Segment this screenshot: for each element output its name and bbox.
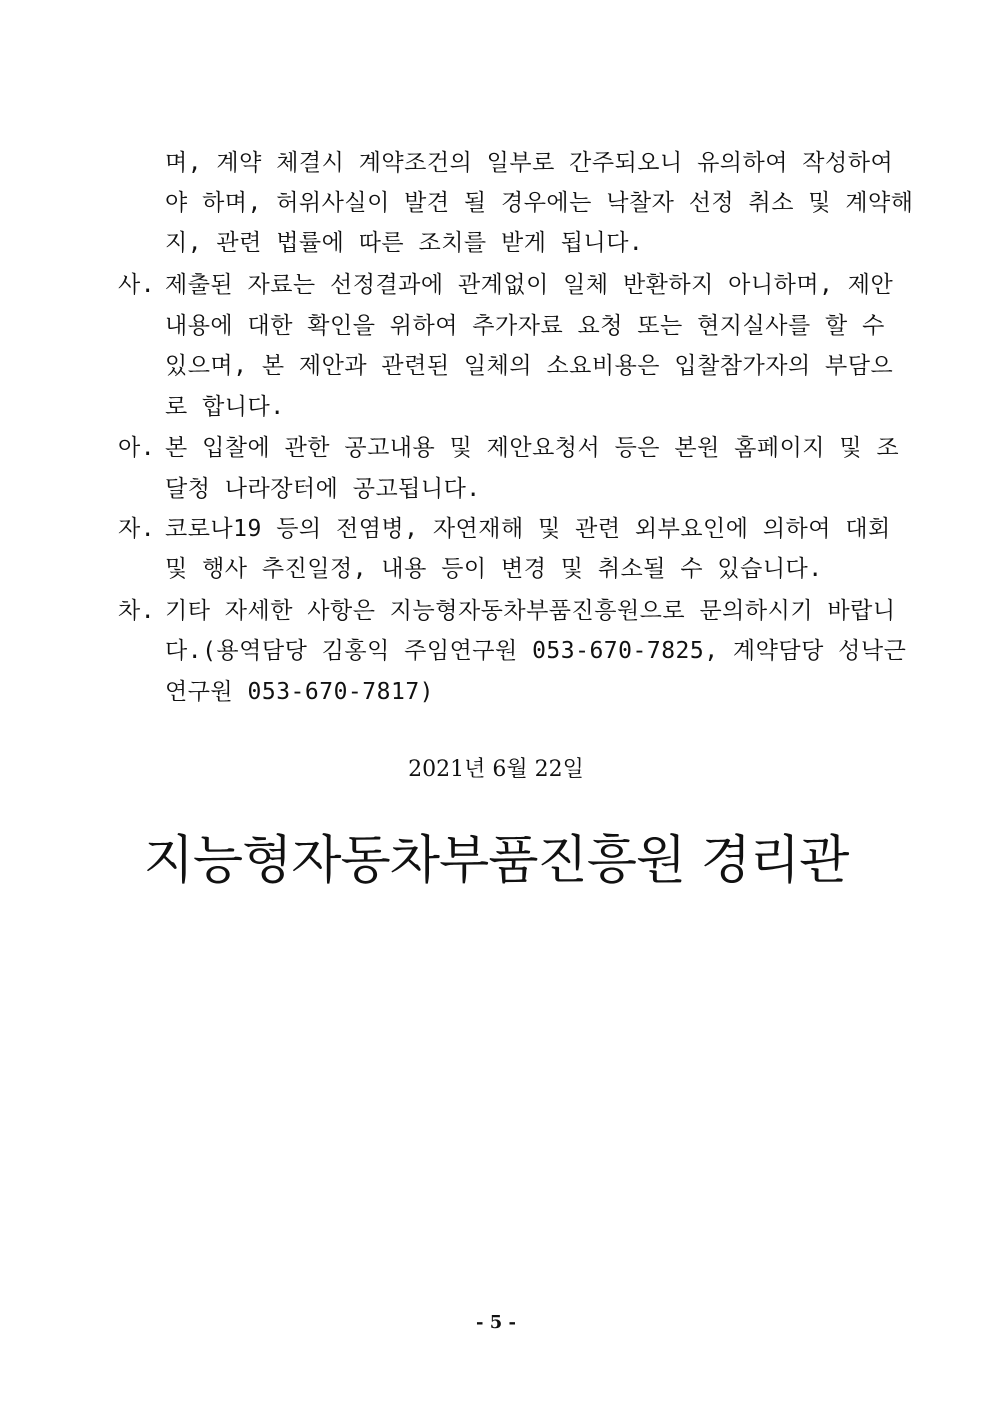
page-number: - 5 -: [476, 1312, 516, 1333]
bullet-marker: 자.: [118, 516, 156, 542]
paragraph-line: 야 하며, 허위사실이 발견 될 경우에는 낙찰자 선정 취소 및 계약해: [165, 190, 914, 216]
paragraph-line: 지, 관련 법률에 따른 조치를 받게 됩니다.: [165, 230, 644, 256]
issuing-organization: 지능형자동차부품진흥원 경리관: [143, 831, 849, 891]
paragraph-line: 며, 계약 체결시 계약조건의 일부로 간주되오니 유의하여 작성하여: [165, 150, 894, 176]
paragraph-line: 연구원 053-670-7817): [165, 679, 435, 705]
paragraph-line: 내용에 대한 확인을 위하여 추가자료 요청 또는 현지실사를 할 수: [165, 313, 885, 339]
bullet-marker: 차.: [118, 598, 156, 624]
bullet-marker: 아.: [118, 435, 156, 461]
paragraph-line: 및 행사 추진일정, 내용 등이 변경 및 취소될 수 있습니다.: [165, 556, 823, 582]
paragraph-line: 기타 자세한 사항은 지능형자동차부품진흥원으로 문의하시기 바랍니: [165, 598, 896, 624]
paragraph-line: 달청 나라장터에 공고됩니다.: [165, 476, 481, 502]
paragraph-line: 코로나19 등의 전염병, 자연재해 및 관련 외부요인에 의하여 대회: [165, 516, 891, 542]
paragraph-line: 로 합니다.: [165, 394, 285, 420]
paragraph-line: 다.(용역담당 김홍익 주임연구원 053-670-7825, 계약담당 성낙근: [165, 638, 907, 664]
bullet-marker: 사.: [118, 272, 156, 298]
paragraph-line: 본 입찰에 관한 공고내용 및 제안요청서 등은 본원 홈페이지 및 조: [165, 435, 900, 461]
document-date: 2021년 6월 22일: [408, 757, 584, 782]
paragraph-line: 있으며, 본 제안과 관련된 일체의 소요비용은 입찰참가자의 부담으: [165, 353, 894, 379]
paragraph-line: 제출된 자료는 선정결과에 관계없이 일체 반환하지 아니하며, 제안: [165, 272, 894, 298]
